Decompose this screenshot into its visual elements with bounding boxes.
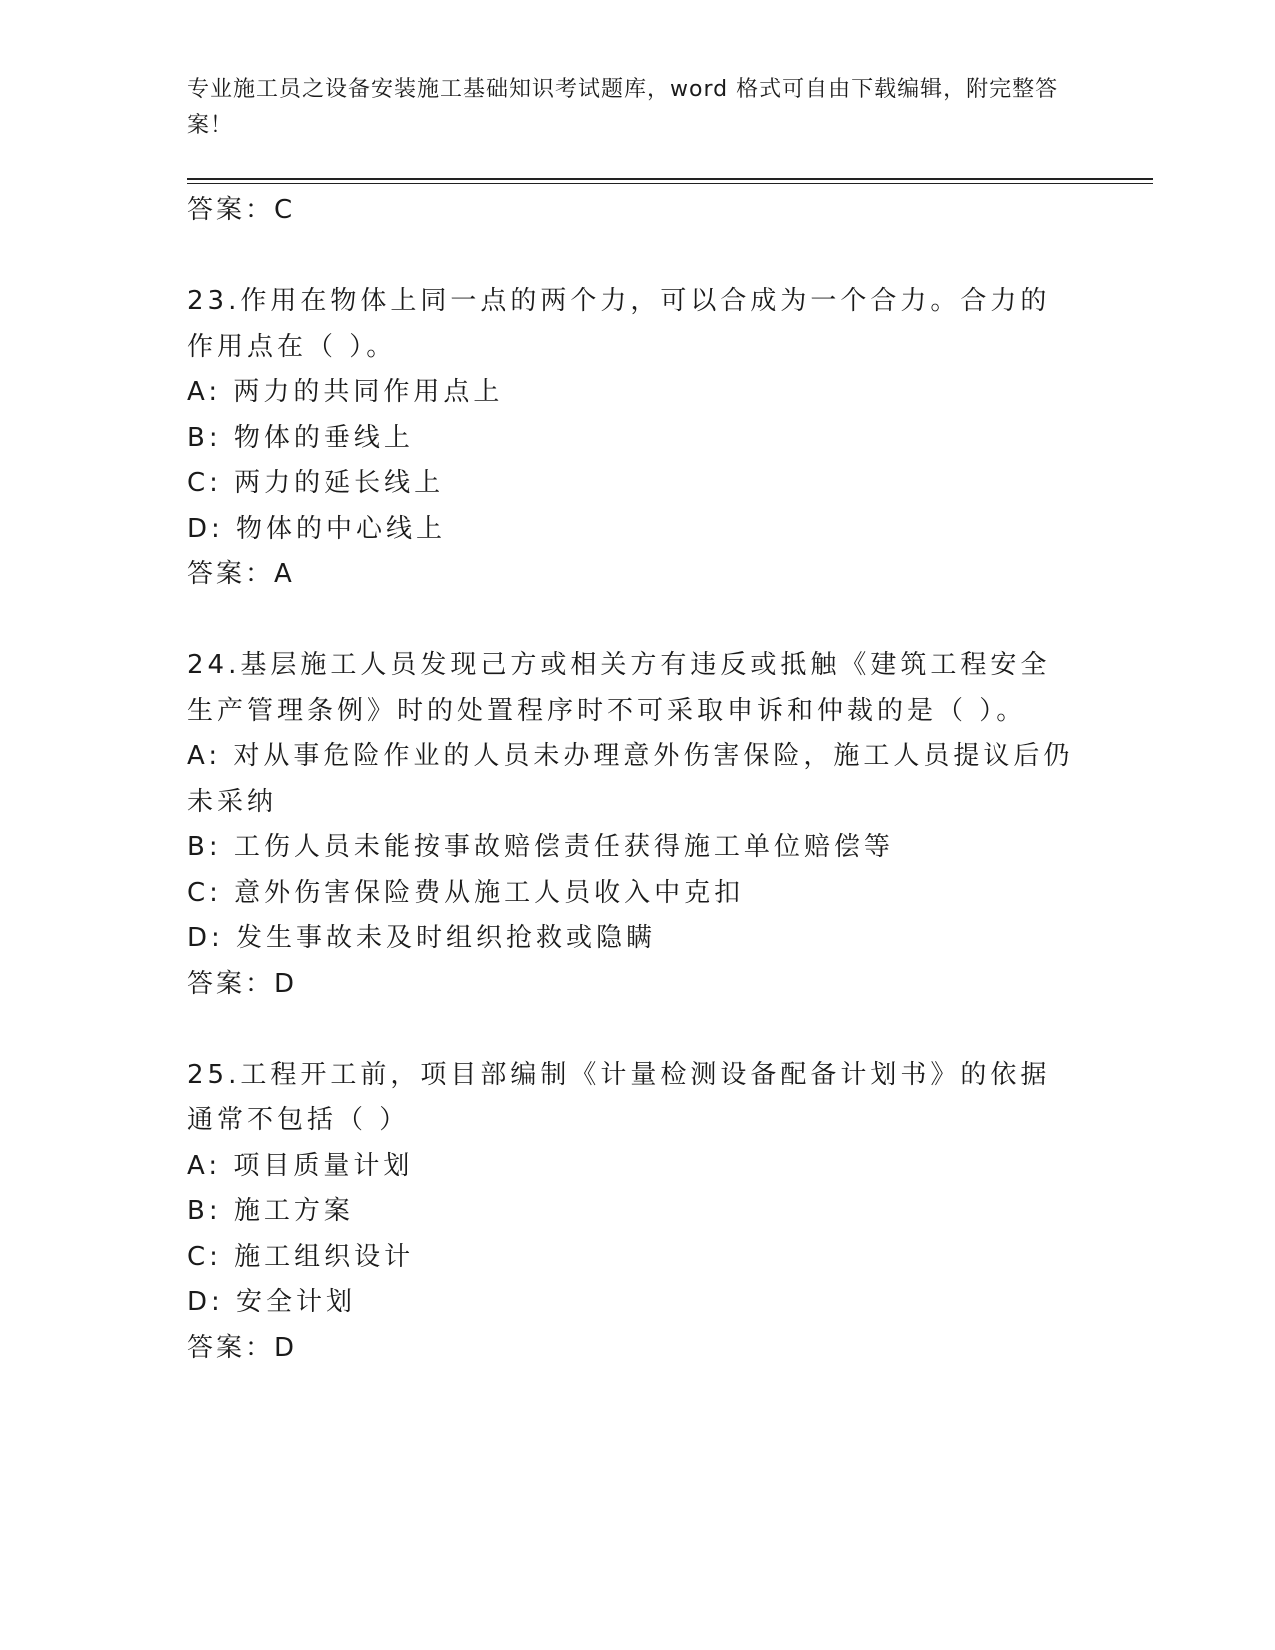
answer: 答案：D [187, 968, 298, 999]
question-25 [187, 1053, 1087, 1372]
question-title: 25.工程开工前，项目部编制《计量检测设备配备计划书》的依据通常不包括（ ） [187, 1059, 1051, 1135]
header-divider-thick [187, 178, 1153, 180]
question-23 [187, 279, 1087, 598]
question-title: 23.作用在物体上同一点的两个力，可以合成为一个合力。合力的作用点在（ ）。 [187, 286, 1051, 362]
document-header: 专业施工员之设备安装施工基础知识考试题库，word 格式可自由下载编辑，附完整答案！ [187, 77, 1059, 138]
option-b: B: 工伤人员未能按事故赔偿责任获得施工单位赔偿等 [187, 832, 894, 862]
option-d: D: 物体的中心线上 [187, 513, 447, 544]
option-d: D: 安全计划 [187, 1287, 357, 1317]
question-title: 24.基层施工人员发现己方或相关方有违反或抵触《建筑工程安全生产管理条例》时的处置程序时不可采取申诉和仲裁的是（ ）。 [187, 650, 1051, 726]
answer: 答案：A [187, 559, 295, 589]
option-a: A: 两力的共同作用点上 [187, 377, 504, 407]
question-list [187, 188, 1087, 1371]
option-a: A: 项目质量计划 [187, 1150, 414, 1181]
option-d: D: 发生事故未及时组织抢救或隐瞒 [187, 923, 657, 953]
option-b: B: 施工方案 [187, 1196, 354, 1226]
previous-answer: 答案：C [187, 195, 296, 225]
option-a: A: 对从事危险作业的人员未办理意外伤害保险，施工人员提议后仍未采纳 [187, 741, 1074, 817]
option-c: C: 意外伤害保险费从施工人员收入中克扣 [187, 877, 745, 908]
header-divider-thin [187, 183, 1153, 184]
answer: 答案：D [187, 1332, 298, 1363]
question-24 [187, 643, 1087, 1007]
option-b: B: 物体的垂线上 [187, 422, 414, 453]
option-c: C: 两力的延长线上 [187, 468, 445, 498]
option-c: C: 施工组织设计 [187, 1241, 415, 1272]
